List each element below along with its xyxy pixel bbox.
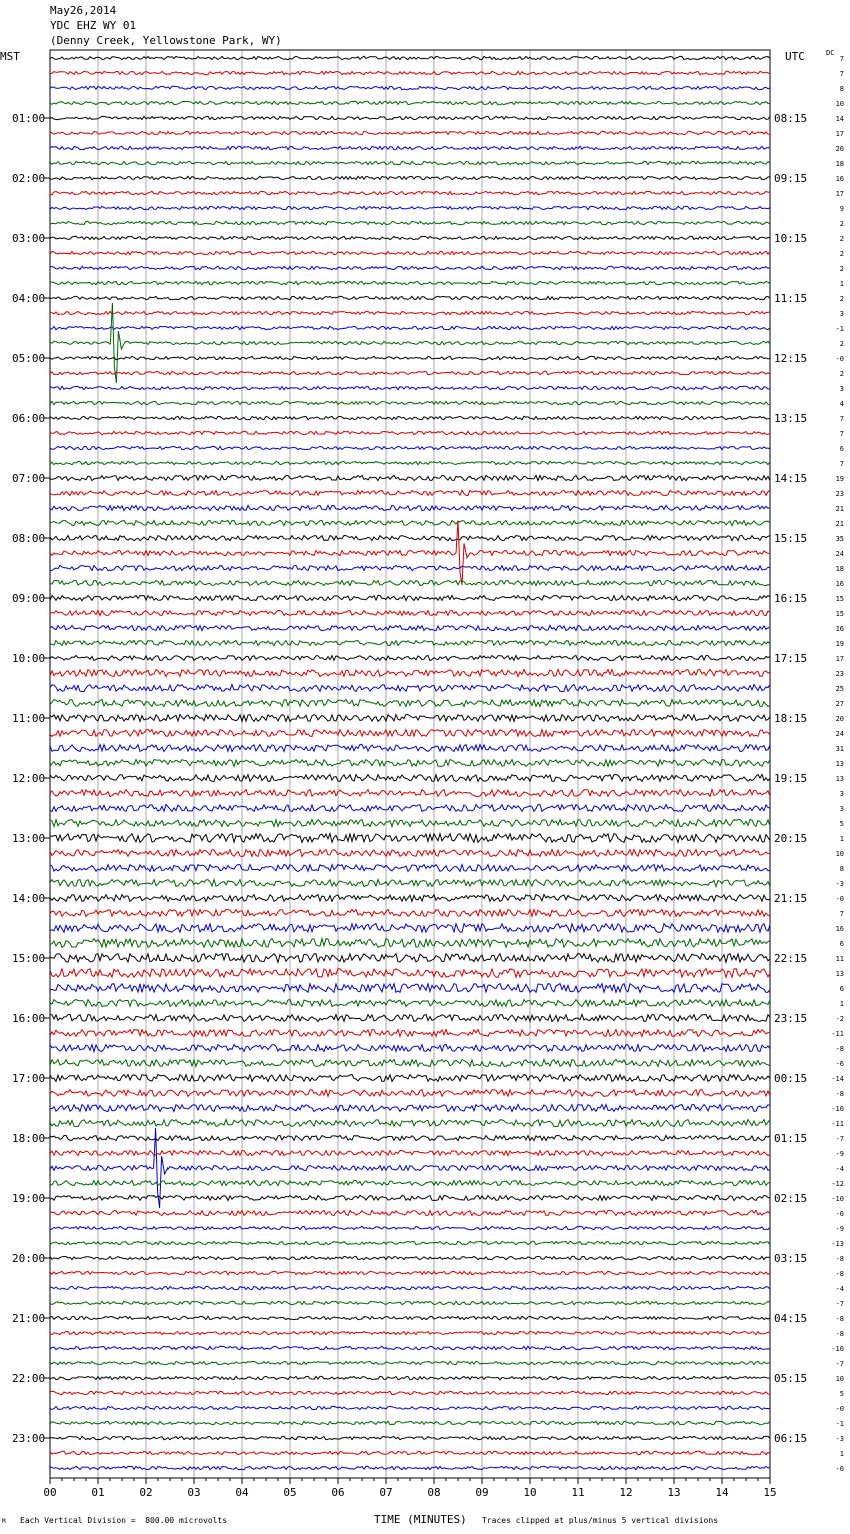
seismic-trace — [50, 281, 770, 284]
x-tick-label: 01 — [91, 1486, 105, 1499]
dc-offset-label: 16 — [835, 580, 844, 588]
dc-offset-label: 7 — [839, 460, 844, 468]
seismic-trace — [50, 371, 770, 374]
left-hour-label: 07:00 — [12, 472, 46, 485]
seismic-trace — [50, 1286, 770, 1289]
dc-offset-label: -6 — [835, 1060, 844, 1068]
seismic-trace — [50, 715, 770, 722]
seismic-trace — [50, 446, 770, 449]
left-hour-label: 04:00 — [12, 292, 46, 305]
seismic-trace — [50, 924, 770, 933]
seismic-trace — [50, 850, 770, 857]
x-axis-label: TIME (MINUTES) — [374, 1513, 467, 1526]
seismic-trace — [50, 1120, 770, 1127]
dc-offset-label: 19 — [835, 475, 844, 483]
dc-offset-label: 24 — [835, 730, 844, 738]
left-hour-label: 02:00 — [12, 172, 46, 185]
right-hour-label: 00:15 — [774, 1072, 808, 1085]
dc-offset-label: 1 — [839, 1000, 844, 1008]
seismic-trace — [50, 535, 770, 540]
seismic-trace — [50, 1030, 770, 1037]
seismic-trace — [50, 1361, 770, 1364]
seismic-trace — [50, 521, 770, 585]
dc-offset-label: 9 — [839, 205, 844, 213]
right-hour-label: 17:15 — [774, 652, 808, 665]
left-hour-label: 01:00 — [12, 112, 46, 125]
x-tick-label: 13 — [667, 1486, 681, 1499]
x-tick-label: 04 — [235, 1486, 249, 1499]
dc-offset-label: 13 — [835, 970, 844, 978]
dc-offset-label: -3 — [835, 880, 844, 888]
seismic-trace — [50, 580, 770, 585]
seismic-trace — [50, 1466, 770, 1469]
dc-offset-label: 23 — [835, 490, 844, 498]
dc-offset-label: -7 — [835, 1360, 844, 1368]
seismic-trace — [50, 625, 770, 630]
dc-offset-label: -3 — [835, 1435, 844, 1443]
dc-offset-label: 5 — [839, 1390, 844, 1398]
dc-offset-label: -8 — [835, 1270, 844, 1278]
dc-offset-label: 15 — [835, 595, 844, 603]
seismic-trace — [50, 296, 770, 299]
left-hour-label: 15:00 — [12, 952, 46, 965]
seismic-trace — [50, 131, 770, 134]
seismic-trace — [50, 236, 770, 239]
dc-offset-label: 5 — [839, 820, 844, 828]
right-hour-label: 21:15 — [774, 892, 808, 905]
dc-offset-label: 31 — [835, 745, 844, 753]
right-hour-label: 16:15 — [774, 592, 808, 605]
dc-offset-label: 8 — [839, 865, 844, 873]
dc-offset-label: -0 — [835, 355, 844, 363]
dc-offset-label: 2 — [839, 340, 844, 348]
dc-offset-label: -11 — [831, 1120, 844, 1128]
seismic-trace — [50, 1451, 770, 1454]
right-hour-label: 23:15 — [774, 1012, 808, 1025]
seismic-trace — [50, 1391, 770, 1394]
dc-offset-label: 35 — [835, 535, 844, 543]
right-hour-label: 04:15 — [774, 1312, 808, 1325]
seismic-trace — [50, 221, 770, 224]
dc-offset-label: 17 — [835, 655, 844, 663]
seismic-trace — [50, 86, 770, 89]
seismic-trace — [50, 610, 770, 615]
left-hour-label: 03:00 — [12, 232, 46, 245]
seismic-trace — [50, 1045, 770, 1052]
seismic-trace — [50, 1105, 770, 1112]
seismic-trace — [50, 1150, 770, 1155]
dc-offset-label: 10 — [835, 1375, 844, 1383]
dc-offset-label: -0 — [835, 895, 844, 903]
seismic-trace — [50, 146, 770, 149]
seismic-trace — [50, 251, 770, 254]
left-hour-label: 19:00 — [12, 1192, 46, 1205]
seismic-trace — [50, 565, 770, 570]
seismic-trace — [50, 865, 770, 872]
x-tick-label: 15 — [763, 1486, 777, 1499]
seismic-trace — [50, 1376, 770, 1379]
left-hour-label: 23:00 — [12, 1432, 46, 1445]
left-hour-label: 13:00 — [12, 832, 46, 845]
left-hour-label: 20:00 — [12, 1252, 46, 1265]
dc-offset-label: 6 — [839, 445, 844, 453]
dc-offset-label: 3 — [839, 385, 844, 393]
dc-offset-label: 6 — [839, 985, 844, 993]
dc-label: DC — [826, 49, 835, 57]
dc-offset-label: -8 — [835, 1255, 844, 1263]
left-hour-label: 14:00 — [12, 892, 46, 905]
dc-offset-label: -10 — [831, 1345, 844, 1353]
dc-offset-label: 20 — [835, 715, 844, 723]
dc-offset-label: 11 — [835, 955, 844, 963]
dc-offset-label: 24 — [835, 550, 844, 558]
seismic-trace — [50, 1060, 770, 1067]
seismic-trace — [50, 640, 770, 645]
dc-offset-label: -10 — [831, 1195, 844, 1203]
dc-offset-label: -4 — [835, 1165, 844, 1173]
seismic-trace — [50, 1406, 770, 1409]
seismic-trace — [50, 490, 770, 495]
x-tick-label: 02 — [139, 1486, 153, 1499]
dc-offset-label: 10 — [835, 100, 844, 108]
seismic-trace — [50, 1000, 770, 1007]
dc-offset-label: 16 — [835, 925, 844, 933]
dc-offset-label: -11 — [831, 1030, 844, 1038]
dc-offset-label: 2 — [839, 265, 844, 273]
dc-offset-label: 7 — [839, 430, 844, 438]
dc-offset-label: 17 — [835, 190, 844, 198]
left-hour-label: 18:00 — [12, 1132, 46, 1145]
seismic-trace — [50, 820, 770, 827]
dc-offset-label: 27 — [835, 700, 844, 708]
seismic-trace — [50, 700, 770, 707]
seismic-trace — [50, 116, 770, 119]
seismic-trace — [50, 356, 770, 359]
seismic-trace — [50, 206, 770, 209]
dc-offset-label: 2 — [839, 295, 844, 303]
dc-offset-label: 2 — [839, 235, 844, 243]
dc-offset-label: -8 — [835, 1315, 844, 1323]
dc-offset-label: 1 — [839, 280, 844, 288]
dc-offset-label: 17 — [835, 130, 844, 138]
seismic-trace — [50, 461, 770, 464]
x-tick-label: 10 — [523, 1486, 537, 1499]
dc-offset-label: 2 — [839, 370, 844, 378]
left-hour-label: 17:00 — [12, 1072, 46, 1085]
x-tick-label: 00 — [43, 1486, 57, 1499]
seismic-trace — [50, 880, 770, 887]
left-hour-label: 21:00 — [12, 1312, 46, 1325]
dc-offset-label: 18 — [835, 160, 844, 168]
dc-offset-label: 8 — [839, 85, 844, 93]
dc-offset-label: -0 — [835, 1465, 844, 1473]
location-label: (Denny Creek, Yellowstone Park, WY) — [50, 34, 282, 47]
seismic-trace — [50, 191, 770, 194]
left-hour-label: 22:00 — [12, 1372, 46, 1385]
dc-offset-label: 14 — [835, 115, 844, 123]
seismic-trace — [50, 670, 770, 677]
right-timezone-label: UTC — [785, 50, 805, 63]
seismic-trace — [50, 101, 770, 104]
right-hour-label: 01:15 — [774, 1132, 808, 1145]
dc-offset-label: -8 — [835, 1090, 844, 1098]
dc-offset-label: 3 — [839, 805, 844, 813]
x-tick-label: 12 — [619, 1486, 633, 1499]
seismic-trace — [50, 1421, 770, 1424]
seismic-trace — [50, 176, 770, 179]
dc-offset-label: -1 — [835, 325, 844, 333]
x-tick-label: 14 — [715, 1486, 729, 1499]
dc-offset-label: -9 — [835, 1150, 844, 1158]
dc-offset-label: 4 — [839, 400, 844, 408]
seismic-trace — [50, 1436, 770, 1439]
seismic-trace — [50, 1226, 770, 1229]
station-label: YDC EHZ WY 01 — [50, 19, 137, 32]
dc-offset-label: 7 — [839, 70, 844, 78]
dc-offset-label: -12 — [831, 1180, 844, 1188]
dc-offset-label: 10 — [835, 850, 844, 858]
right-hour-label: 20:15 — [774, 832, 808, 845]
dc-offset-label: 15 — [835, 610, 844, 618]
m-mark: M — [2, 1518, 6, 1525]
dc-offset-label: -9 — [835, 1225, 844, 1233]
right-hour-label: 22:15 — [774, 952, 808, 965]
seismic-trace — [50, 326, 770, 329]
dc-offset-label: -4 — [835, 1285, 844, 1293]
seismic-trace — [50, 266, 770, 269]
dc-offset-label: 1 — [839, 1450, 844, 1458]
seismic-trace — [50, 745, 770, 752]
seismic-trace — [50, 760, 770, 767]
right-hour-label: 18:15 — [774, 712, 808, 725]
left-hour-label: 11:00 — [12, 712, 46, 725]
left-hour-label: 12:00 — [12, 772, 46, 785]
right-hour-label: 05:15 — [774, 1372, 808, 1385]
seismic-trace — [50, 1331, 770, 1334]
seismic-trace — [50, 311, 770, 314]
seismic-trace — [50, 790, 770, 797]
dc-offset-label: 23 — [835, 670, 844, 678]
left-hour-label: 09:00 — [12, 592, 46, 605]
dc-offset-label: -8 — [835, 1045, 844, 1053]
seismic-trace — [50, 161, 770, 164]
dc-offset-label: 18 — [835, 565, 844, 573]
dc-offset-label: -10 — [831, 1105, 844, 1113]
seismic-trace — [50, 895, 770, 902]
seismic-trace — [50, 1135, 770, 1140]
dc-offset-label: 13 — [835, 775, 844, 783]
vertical-division-note: Each Vertical Division = 800.00 microvolts — [20, 1516, 228, 1525]
seismic-trace — [50, 939, 770, 948]
seismic-trace — [50, 1241, 770, 1244]
seismic-trace — [50, 520, 770, 525]
seismic-trace — [50, 656, 770, 661]
dc-offset-label: -13 — [831, 1240, 844, 1248]
x-tick-label: 11 — [571, 1486, 585, 1499]
dc-offset-label: -7 — [835, 1135, 844, 1143]
x-tick-label: 09 — [475, 1486, 489, 1499]
x-tick-label: 06 — [331, 1486, 345, 1499]
date-label: May26,2014 — [50, 4, 117, 17]
dc-offset-label: 13 — [835, 760, 844, 768]
right-hour-label: 10:15 — [774, 232, 808, 245]
seismic-trace — [50, 685, 770, 692]
dc-offset-label: -1 — [835, 1420, 844, 1428]
x-tick-label: 07 — [379, 1486, 393, 1499]
right-hour-label: 03:15 — [774, 1252, 808, 1265]
dc-offset-label: -8 — [835, 1330, 844, 1338]
dc-offset-label: -7 — [835, 1300, 844, 1308]
right-hour-label: 09:15 — [774, 172, 808, 185]
right-hour-label: 19:15 — [774, 772, 808, 785]
seismic-trace — [50, 805, 770, 812]
clip-note: Traces clipped at plus/minus 5 vertical divisions — [482, 1516, 719, 1525]
seismic-trace — [50, 775, 770, 782]
seismic-trace — [50, 416, 770, 419]
seismic-trace — [50, 401, 770, 404]
dc-offset-label: 2 — [839, 250, 844, 258]
left-hour-label: 16:00 — [12, 1012, 46, 1025]
dc-offset-label: 21 — [835, 520, 844, 528]
dc-offset-label: 20 — [835, 145, 844, 153]
seismic-trace — [50, 1015, 770, 1022]
seismic-trace — [50, 595, 770, 600]
seismic-trace — [50, 431, 770, 434]
dc-offset-label: 19 — [835, 640, 844, 648]
x-tick-label: 08 — [427, 1486, 441, 1499]
seismic-trace — [50, 1180, 770, 1185]
right-hour-label: 11:15 — [774, 292, 808, 305]
seismic-trace — [50, 71, 770, 74]
right-hour-label: 15:15 — [774, 532, 808, 545]
seismic-trace — [50, 56, 770, 59]
dc-offset-label: 21 — [835, 505, 844, 513]
seismic-trace — [50, 834, 770, 843]
seismic-trace — [50, 505, 770, 510]
dc-offset-label: 7 — [839, 415, 844, 423]
left-timezone-label: MST — [0, 50, 20, 63]
dc-offset-label: 7 — [839, 55, 844, 63]
seismic-trace — [50, 1271, 770, 1274]
seismic-trace — [50, 1090, 770, 1097]
seismic-trace — [50, 969, 770, 978]
right-hour-label: 12:15 — [774, 352, 808, 365]
seismic-trace — [50, 730, 770, 737]
dc-offset-label: 25 — [835, 685, 844, 693]
right-hour-label: 08:15 — [774, 112, 808, 125]
seismic-trace — [50, 1210, 770, 1215]
seismic-trace — [50, 1316, 770, 1319]
dc-offset-label: 6 — [839, 940, 844, 948]
dc-offset-label: -2 — [835, 1015, 844, 1023]
dc-offset-label: 3 — [839, 310, 844, 318]
right-hour-label: 02:15 — [774, 1192, 808, 1205]
seismic-trace — [50, 475, 770, 480]
left-hour-label: 05:00 — [12, 352, 46, 365]
seismic-trace — [50, 1346, 770, 1349]
seismic-trace — [50, 910, 770, 917]
seismic-trace — [50, 984, 770, 993]
left-hour-label: 06:00 — [12, 412, 46, 425]
right-hour-label: 06:15 — [774, 1432, 808, 1445]
dc-offset-label: 2 — [839, 220, 844, 228]
x-tick-label: 05 — [283, 1486, 297, 1499]
seismic-trace — [50, 954, 770, 963]
right-hour-label: 13:15 — [774, 412, 808, 425]
dc-offset-label: 7 — [839, 910, 844, 918]
seismic-trace — [50, 1256, 770, 1259]
seismic-trace — [50, 386, 770, 389]
left-hour-label: 08:00 — [12, 532, 46, 545]
right-hour-label: 14:15 — [774, 472, 808, 485]
dc-offset-label: 16 — [835, 625, 844, 633]
seismic-trace — [50, 1075, 770, 1082]
seismic-trace — [50, 1301, 770, 1304]
dc-offset-label: 1 — [839, 835, 844, 843]
dc-offset-label: 16 — [835, 175, 844, 183]
dc-offset-label: -0 — [835, 1405, 844, 1413]
dc-offset-label: -6 — [835, 1210, 844, 1218]
dc-offset-label: -14 — [831, 1075, 844, 1083]
dc-offset-label: 3 — [839, 790, 844, 798]
left-hour-label: 10:00 — [12, 652, 46, 665]
x-tick-label: 03 — [187, 1486, 201, 1499]
